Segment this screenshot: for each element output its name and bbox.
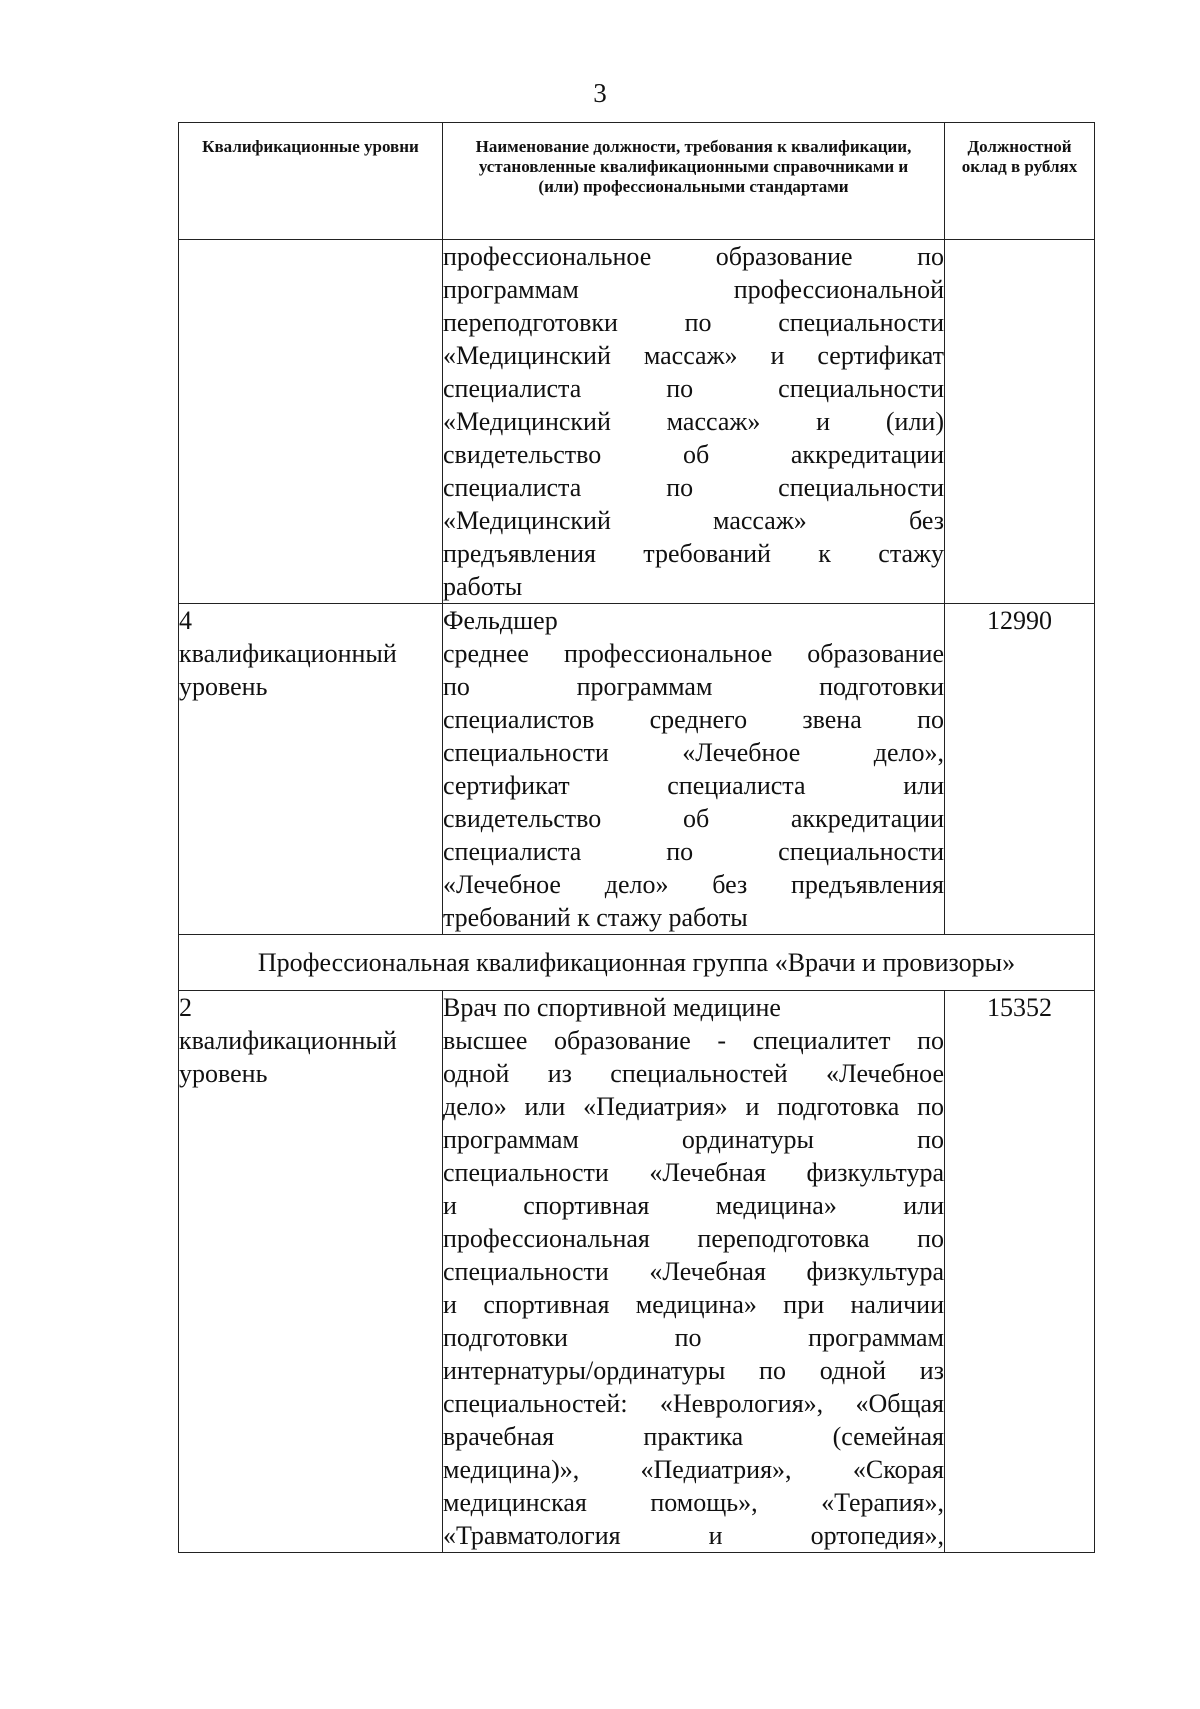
position-title: Фельдшер	[443, 606, 558, 635]
header-position-requirements: Наименование должности, требования к квалификации, установленные квалификационными справочниками и (или) профессиональными стандартами	[443, 123, 945, 240]
requirements-cell	[443, 240, 945, 604]
level-label: квалификационный	[179, 1026, 397, 1055]
salary-cell-empty	[945, 240, 1095, 604]
requirements-cell	[443, 991, 945, 1553]
requirement-line: программам профессиональной	[443, 275, 944, 304]
requirements-cell	[443, 604, 945, 935]
requirement-line: специалистов среднего звена по	[443, 705, 944, 734]
level-label: уровень	[179, 672, 268, 701]
position-title: Врач по спортивной медицине	[443, 993, 781, 1022]
requirement-line: «Травматология и ортопедия»,	[443, 1521, 944, 1550]
requirement-line: сертификат специалиста или	[443, 771, 944, 800]
requirement-line: одной из специальностей «Лечебное	[443, 1059, 944, 1088]
level-number: 4	[179, 606, 192, 635]
requirement-line: переподготовки по специальности	[443, 308, 944, 337]
requirement-line: требований к стажу работы	[443, 903, 748, 932]
requirement-line: специалиста по специальности	[443, 473, 944, 502]
level-number: 2	[179, 993, 192, 1022]
requirement-line: профессиональное образование по	[443, 242, 944, 271]
requirement-line: «Медицинский массаж» и (или)	[443, 407, 944, 436]
level-cell	[179, 604, 443, 935]
requirement-line: работы	[443, 572, 523, 601]
requirement-line: профессиональная переподготовка по	[443, 1224, 944, 1253]
level-label: уровень	[179, 1059, 268, 1088]
requirement-line: специалиста по специальности	[443, 374, 944, 403]
salary-value: 12990	[945, 604, 1095, 935]
table-row-continued	[179, 240, 1095, 604]
requirement-line: специальности «Лечебная физкультура	[443, 1158, 944, 1187]
requirement-line: специальностей: «Неврология», «Общая	[443, 1389, 944, 1418]
level-cell	[179, 991, 443, 1553]
salary-value: 15352	[945, 991, 1095, 1553]
requirement-line: «Медицинский массаж» и сертификат	[443, 341, 944, 370]
header-qualification-levels: Квалификационные уровни	[179, 123, 443, 240]
requirement-line: дело» или «Педиатрия» и подготовка по	[443, 1092, 944, 1121]
requirement-line: предъявления требований к стажу	[443, 539, 944, 568]
requirement-line: медицина)», «Педиатрия», «Скорая	[443, 1455, 944, 1484]
group-header-row	[179, 935, 1095, 991]
requirement-line: специалиста по специальности	[443, 837, 944, 866]
requirement-line: свидетельство об аккредитации	[443, 804, 944, 833]
level-cell-empty	[179, 240, 443, 604]
header-salary: Должностной оклад в рублях	[945, 123, 1095, 240]
table-row-level-4	[179, 604, 1095, 935]
page-number: 3	[593, 78, 607, 108]
requirement-line: и спортивная медицина» или	[443, 1191, 944, 1220]
requirement-line: интернатуры/ординатуры по одной из	[443, 1356, 944, 1385]
requirement-line: подготовки по программам	[443, 1323, 944, 1352]
group-title: Профессиональная квалификационная группа «Врачи и провизоры»	[179, 935, 1095, 991]
requirement-line: и спортивная медицина» при наличии	[443, 1290, 944, 1319]
requirement-line: среднее профессиональное образование	[443, 639, 944, 668]
level-label: квалификационный	[179, 639, 397, 668]
requirement-line: по программам подготовки	[443, 672, 944, 701]
requirement-line: специальности «Лечебная физкультура	[443, 1257, 944, 1286]
requirement-line: «Медицинский массаж» без	[443, 506, 944, 535]
table-row-level-2	[179, 991, 1095, 1553]
requirement-line: «Лечебное дело» без предъявления	[443, 870, 944, 899]
requirement-line: медицинская помощь», «Терапия»,	[443, 1488, 944, 1517]
requirement-line: свидетельство об аккредитации	[443, 440, 944, 469]
requirement-line: специальности «Лечебное дело»,	[443, 738, 944, 767]
salary-table	[178, 122, 1095, 1553]
requirement-line: врачебная практика (семейная	[443, 1422, 944, 1451]
requirement-line: программам ординатуры по	[443, 1125, 944, 1154]
requirement-line: высшее образование - специалитет по	[443, 1026, 944, 1055]
table-header-row	[179, 123, 1095, 240]
